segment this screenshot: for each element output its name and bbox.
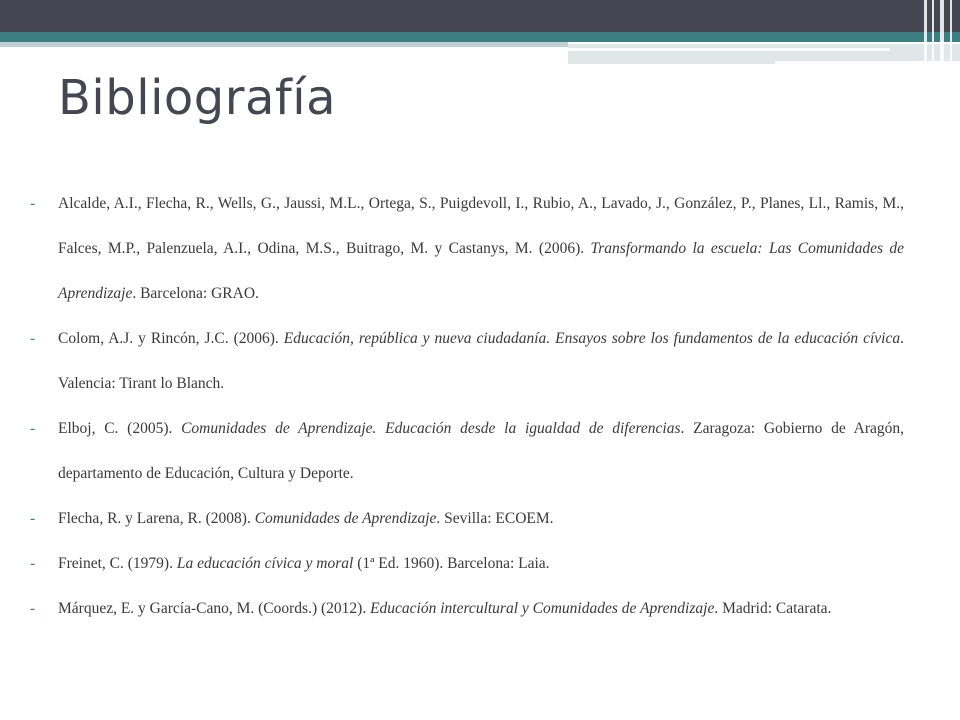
reference-publisher: . Valencia: Tirant lo Blanch. xyxy=(58,330,904,392)
reference-authors: Flecha, R. y Larena, R. (2008). xyxy=(58,510,255,527)
reference-title: Transformando la escuela: Las Comunidades de Aprendizaje xyxy=(58,240,904,302)
header-divider-line xyxy=(566,48,890,51)
reference-title: Comunidades de Aprendizaje xyxy=(254,510,437,527)
reference-item xyxy=(30,181,904,316)
decor-bar xyxy=(924,0,927,64)
decor-bar xyxy=(932,0,934,64)
reference-publisher: . Sevilla: ECOEM. xyxy=(436,510,554,527)
reference-authors: Freinet, C. (1979). xyxy=(58,555,177,572)
bullet-dash: - xyxy=(30,555,36,572)
reference-publisher: . Barcelona: GRAO. xyxy=(132,285,259,302)
slide-title: Bibliografía xyxy=(58,70,337,126)
reference-authors: Elboj, C. (2005). xyxy=(58,420,182,437)
reference-title: La educación cívica y moral xyxy=(176,555,354,572)
decor-bar xyxy=(940,0,944,64)
bullet-dash: - xyxy=(30,195,36,212)
header-decor-bars xyxy=(910,0,960,64)
reference-authors: Alcalde, A.I., Flecha, R., Wells, G., Jaussi, M.L., Ortega, S., Puigdevoll, I., Rubio, A., Lavado, J., González, P., Planes, Ll., Ramis, M., Falces, M.P., Palenzuela, A.I., Odina, M.S., Buitrago, M. y Castanys, M. (2006). xyxy=(58,195,904,257)
bullet-dash: - xyxy=(30,600,36,617)
reference-item xyxy=(30,406,904,496)
reference-item xyxy=(30,586,904,631)
reference-item xyxy=(30,496,904,541)
bullet-dash: - xyxy=(30,330,36,347)
bullet-dash: - xyxy=(30,420,36,437)
reference-publisher: . Zaragoza: Gobierno de Aragón, departamento de Educación, Cultura y Deporte. xyxy=(58,420,904,482)
reference-authors: Márquez, E. y García-Cano, M. (Coords.) (2012). xyxy=(58,600,371,617)
reference-title: Educación, república y nueva ciudadanía. Ensayos sobre los fundamentos de la educación cívica xyxy=(283,330,901,347)
bullet-dash: - xyxy=(30,510,36,527)
bibliography-list xyxy=(30,181,904,631)
reference-publisher: (1ª Ed. 1960). Barcelona: Laia. xyxy=(353,555,550,572)
reference-title: Comunidades de Aprendizaje. Educación desde la igualdad de diferencias xyxy=(181,420,681,437)
reference-item xyxy=(30,541,904,586)
reference-item xyxy=(30,316,904,406)
reference-title: Educación intercultural y Comunidades de Aprendizaje xyxy=(370,600,715,617)
reference-publisher: . Madrid: Catarata. xyxy=(714,600,832,617)
decor-bar xyxy=(950,0,952,64)
reference-authors: Colom, A.J. y Rincón, J.C. (2006). xyxy=(58,330,284,347)
header-dark-band xyxy=(0,0,960,32)
header-pale-band xyxy=(0,42,568,47)
header-accent-band xyxy=(0,32,960,42)
